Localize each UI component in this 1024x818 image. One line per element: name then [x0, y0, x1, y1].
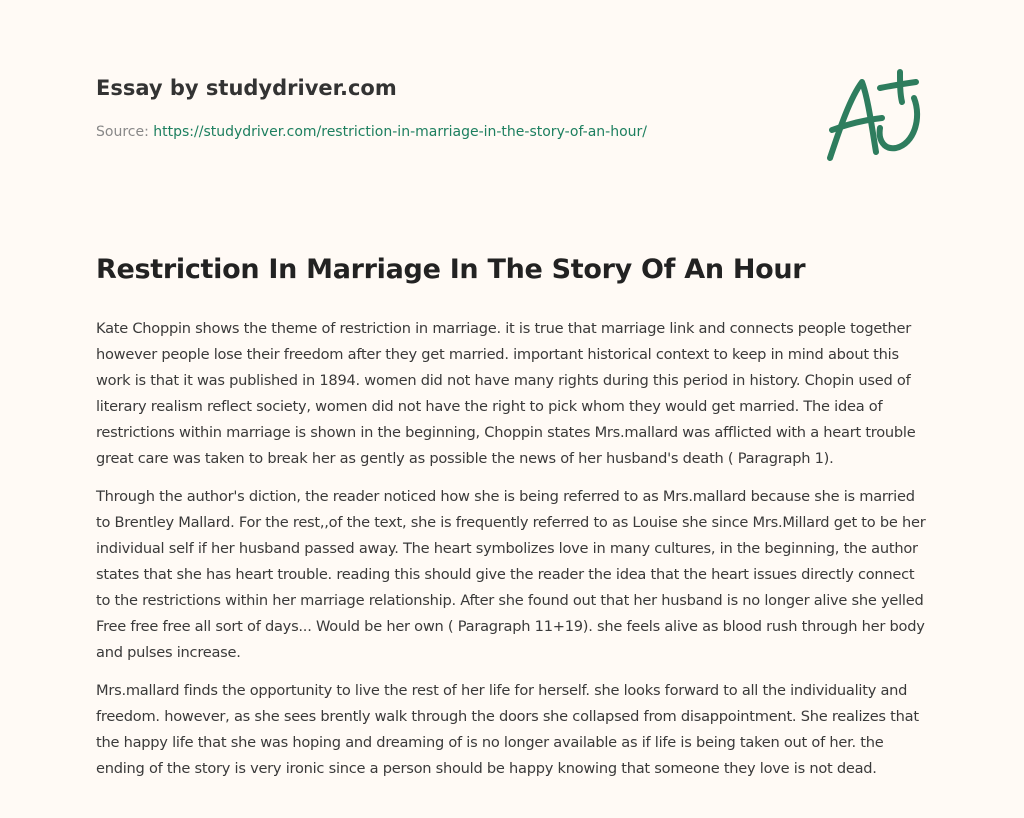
site-brand: Essay by studydriver.com	[96, 76, 397, 100]
a-plus-logo-icon	[818, 68, 930, 166]
essay-body	[96, 316, 932, 794]
source-link[interactable]: https://studydriver.com/restriction-in-marriage-in-the-story-of-an-hour/	[153, 124, 647, 140]
source-label: Source:	[96, 124, 149, 140]
paragraph: Through the author's diction, the reader noticed how she is being referred to as Mrs.mallard because she is married to Brentley Mallard. For the rest,,of the text, she is frequently referred to as Louise she since Mrs.Millard get to be her individual self if her husband passed away. The heart symbolizes love in many cultures, in the beginning, the author states that she has heart trouble. reading this should give the reader the idea that the heart issues directly connect to the restrictions within her marriage relationship. After she found out that her husband is no longer alive she yelled Free free free all sort of days... Would be her own ( Paragraph 11+19). she feels alive as blood rush through her body and pulses increase.	[96, 488, 926, 661]
essay-title: Restriction In Marriage In The Story Of An Hour	[96, 254, 806, 285]
paragraph: Mrs.mallard finds the opportunity to live the rest of her life for herself. she looks forward to all the individuality and freedom. however, as she sees brently walk through the doors she collapsed from disappointment. She realizes that the happy life that she was hoping and dreaming of is no longer available as if life is being taken out of her. the ending of the story is very ironic since a person should be happy knowing that someone they love is not dead.	[96, 682, 919, 777]
source-line	[96, 124, 647, 140]
paragraph: Kate Choppin shows the theme of restriction in marriage. it is true that marriage link and connects people together however people lose their freedom after they get married. important historical context to keep in mind about this work is that it was published in 1894. women did not have many rights during this period in history. Chopin used of literary realism reflect society, women did not have the right to pick whom they would get married. The idea of restrictions within marriage is shown in the beginning, Choppin states Mrs.mallard was afflicted with a heart trouble great care was taken to break her as gently as possible the news of her husband's death ( Paragraph 1).	[96, 320, 916, 467]
